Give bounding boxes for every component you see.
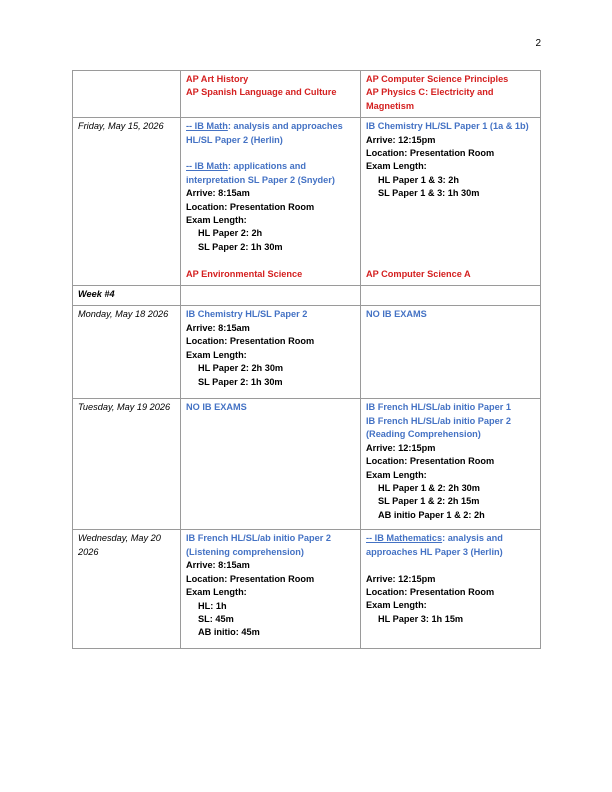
ib-exam-title xyxy=(366,532,535,559)
exam-length-label: Exam Length: xyxy=(366,161,427,172)
ib-exam-link[interactable]: -- IB Mathematics xyxy=(366,533,443,544)
exam-length-item: SL Paper 2: 1h 30m xyxy=(198,241,283,252)
arrive-time: Arrive: 8:15am xyxy=(186,560,250,571)
morning-cell xyxy=(181,399,361,530)
week-label: Week #4 xyxy=(73,286,181,306)
exam-length-item: HL Paper 3: 1h 15m xyxy=(378,613,464,624)
ap-exam-label: AP Physics C: Electricity and Magnetism xyxy=(366,87,494,111)
ib-exam-link[interactable]: -- IB Math xyxy=(186,121,228,132)
ap-exam-label: AP Computer Science A xyxy=(366,268,471,279)
morning-cell xyxy=(181,71,361,118)
afternoon-cell xyxy=(361,306,541,399)
ib-exam-title: IB Chemistry HL/SL Paper 2 xyxy=(186,309,308,320)
ib-exam-title: IB French HL/SL/ab initio Paper 1 xyxy=(366,402,511,413)
exam-location: Location: Presentation Room xyxy=(186,201,315,212)
arrive-time: Arrive: 8:15am xyxy=(186,188,250,199)
arrive-time: Arrive: 12:15pm xyxy=(366,573,436,584)
morning-cell xyxy=(181,306,361,399)
morning-cell xyxy=(181,118,361,286)
exam-length-label: Exam Length: xyxy=(186,587,247,598)
exam-length-label: Exam Length: xyxy=(186,349,247,360)
ap-exam-label: AP Computer Science Principles xyxy=(366,74,509,84)
table-row xyxy=(73,399,541,530)
table-row xyxy=(73,286,541,306)
ib-exam-title: IB French HL/SL/ab initio Paper 2 (Listening comprehension) xyxy=(186,533,331,557)
ib-exam-title-rest: : analysis and approaches HL Paper 3 (Herlin) xyxy=(366,533,503,557)
exam-location: Location: Presentation Room xyxy=(186,336,315,347)
ib-exam-title: IB French HL/SL/ab initio Paper 2 (Reading Comprehension) xyxy=(366,415,511,440)
morning-cell xyxy=(181,286,361,306)
table-row xyxy=(73,530,541,649)
arrive-time: Arrive: 12:15pm xyxy=(366,134,436,145)
ib-exam-title: IB Chemistry HL/SL Paper 1 (1a & 1b) xyxy=(366,121,529,132)
exam-location: Location: Presentation Room xyxy=(366,587,495,598)
exam-length-item: HL: 1h xyxy=(198,600,227,611)
exam-length-label: Exam Length: xyxy=(366,600,427,611)
afternoon-cell xyxy=(361,286,541,306)
exam-length-item: HL Paper 1 & 3: 2h xyxy=(378,174,460,185)
morning-cell xyxy=(181,530,361,649)
exam-length-item: SL: 45m xyxy=(198,613,234,624)
date-cell: Monday, May 18 2026 xyxy=(73,306,181,399)
date-cell xyxy=(73,71,181,118)
table-row xyxy=(73,71,541,118)
afternoon-cell xyxy=(361,530,541,649)
arrive-time: Arrive: 8:15am xyxy=(186,322,250,333)
exam-schedule-table xyxy=(72,70,541,649)
afternoon-cell xyxy=(361,71,541,118)
table-row xyxy=(73,306,541,399)
exam-length-item: HL Paper 2: 2h xyxy=(198,228,263,239)
ib-exam-link[interactable]: -- IB Math xyxy=(186,161,228,172)
ib-exam-title xyxy=(186,120,355,147)
ap-exam-label: AP Spanish Language and Culture xyxy=(186,87,337,98)
ap-exam-label: AP Environmental Science xyxy=(186,268,303,279)
afternoon-cell xyxy=(361,399,541,530)
no-exams-note: NO IB EXAMS xyxy=(186,402,247,413)
exam-length-item: SL Paper 2: 1h 30m xyxy=(198,376,283,387)
exam-length-item: SL Paper 1 & 3: 1h 30m xyxy=(378,188,480,199)
exam-location: Location: Presentation Room xyxy=(186,573,315,584)
afternoon-cell xyxy=(361,118,541,286)
table-row xyxy=(73,118,541,286)
arrive-time: Arrive: 12:15pm xyxy=(366,442,436,453)
ap-exam-label: AP Art History xyxy=(186,74,249,84)
page-number: 2 xyxy=(535,38,541,49)
ib-exam-title xyxy=(186,160,355,187)
ib-exam-title-rest: : applications and interpretation SL Paper 2 (Snyder) xyxy=(186,161,335,185)
date-cell: Friday, May 15, 2026 xyxy=(73,118,181,286)
date-cell: Wednesday, May 20 2026 xyxy=(73,530,181,649)
no-exams-note: NO IB EXAMS xyxy=(366,309,427,320)
exam-length-label: Exam Length: xyxy=(186,215,247,226)
exam-length-item: AB initio Paper 1 & 2: 2h xyxy=(378,509,485,520)
exam-length-item: HL Paper 2: 2h 30m xyxy=(198,363,284,374)
exam-location: Location: Presentation Room xyxy=(366,148,495,159)
exam-length-item: AB initio: 45m xyxy=(198,627,260,638)
exam-location: Location: Presentation Room xyxy=(366,456,495,467)
exam-length-label: Exam Length: xyxy=(366,469,427,480)
date-cell: Tuesday, May 19 2026 xyxy=(73,399,181,530)
ib-exam-title-rest: : analysis and approaches HL/SL Paper 2 (Herlin) xyxy=(186,121,343,145)
exam-length-item: SL Paper 1 & 2: 2h 15m xyxy=(378,496,480,507)
exam-length-item: HL Paper 1 & 2: 2h 30m xyxy=(378,482,480,493)
